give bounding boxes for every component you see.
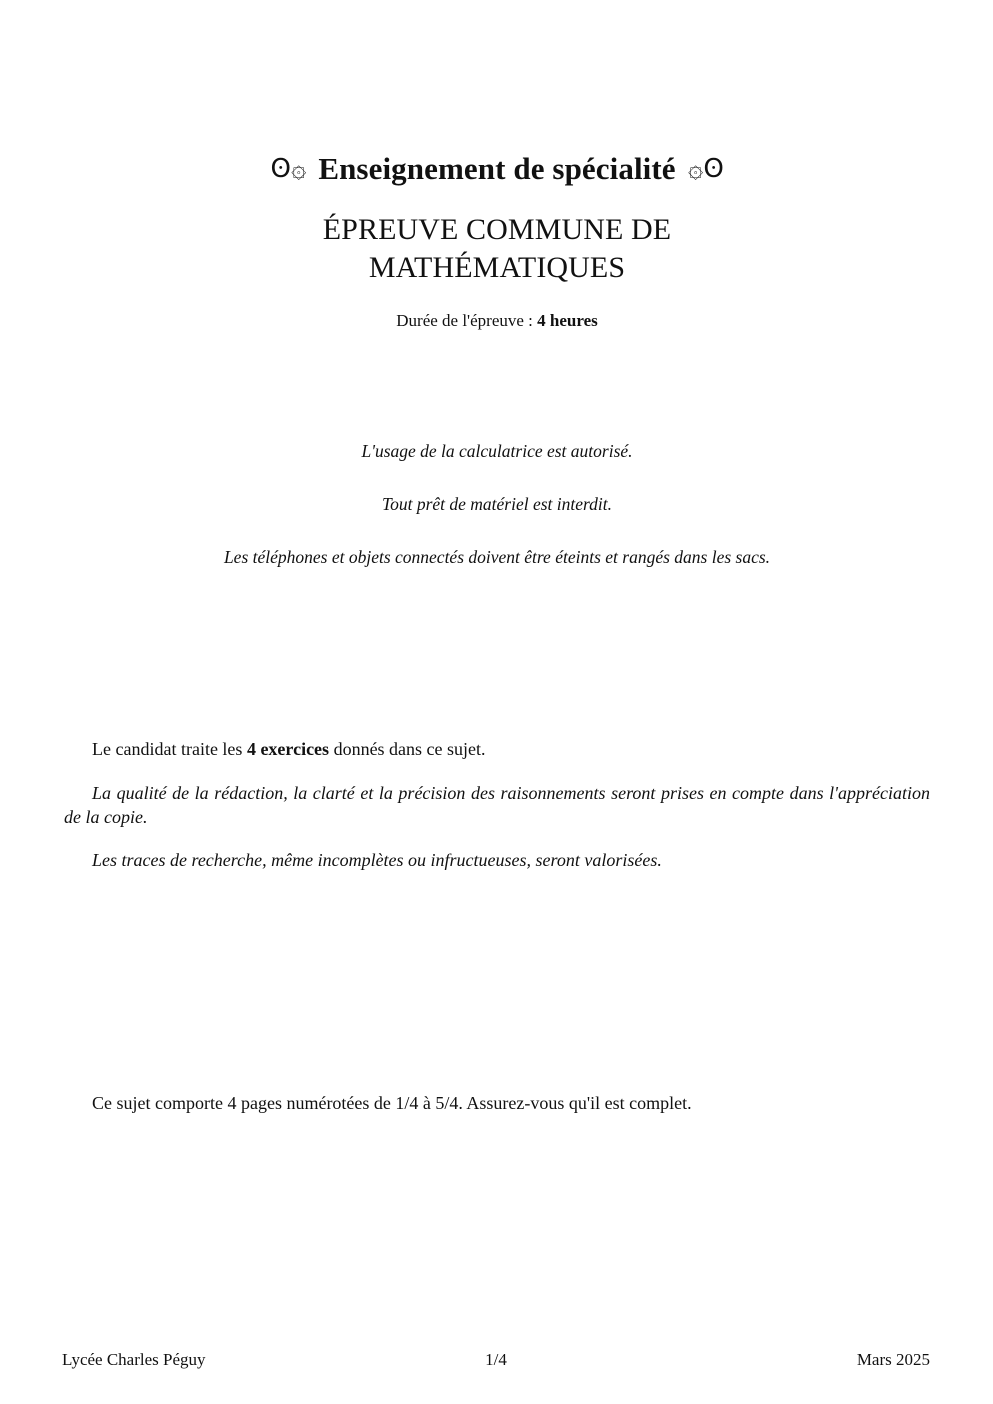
page-completeness-note: Ce sujet comporte 4 pages numérotées de 1/4 à 5/4. Assurez-vous qu'il est complet. [92, 1093, 692, 1113]
exam-subtitle [64, 211, 930, 288]
instruction-exercise-count-suffix: donnés dans ce sujet. [329, 739, 486, 759]
instruction-research-traces: Les traces de recherche, même incomplètes ou infructueuses, seront valorisées. [92, 850, 662, 871]
footer-page-number: 1/4 [485, 1349, 507, 1369]
footer-date: Mars 2025 [856, 1349, 931, 1369]
swirl-fleuron-icon-right: ʘ۞ [687, 154, 724, 185]
swirl-fleuron-icon-left: ʘ۞ [270, 154, 307, 185]
exam-notices [64, 440, 930, 568]
exam-duration-value: 4 heures [537, 310, 598, 330]
notice-phones-devices: Les téléphones et objets connectés doivent être éteints et rangés dans les sacs. [223, 546, 771, 567]
page-title-text: Enseignement de spécialité [318, 151, 676, 186]
header-block [64, 150, 930, 332]
notice-calculator: L'usage de la calculatrice est autorisé. [361, 441, 633, 461]
exam-instructions [64, 738, 930, 873]
instruction-exercise-count [64, 738, 930, 762]
exam-duration [64, 310, 930, 332]
instruction-exercise-count-prefix: Le candidat traite les [92, 739, 247, 759]
instruction-exercise-count-value: 4 exercices [246, 739, 330, 759]
footer-school-name: Lycée Charles Péguy [62, 1349, 206, 1369]
exam-subtitle-line-2: MATHÉMATIQUES [368, 251, 626, 285]
exam-duration-label: Durée de l'épreuve : [396, 310, 538, 330]
instruction-writing-quality: La qualité de la rédaction, la clarté et la précision des raisonnements seront prises en compte dans l'appréciation de la copie. [64, 782, 930, 827]
page-footer [62, 1350, 930, 1370]
notice-material-lending: Tout prêt de matériel est interdit. [381, 493, 613, 514]
page-title [64, 150, 930, 189]
exam-subtitle-line-1: ÉPREUVE COMMUNE DE [322, 212, 672, 246]
